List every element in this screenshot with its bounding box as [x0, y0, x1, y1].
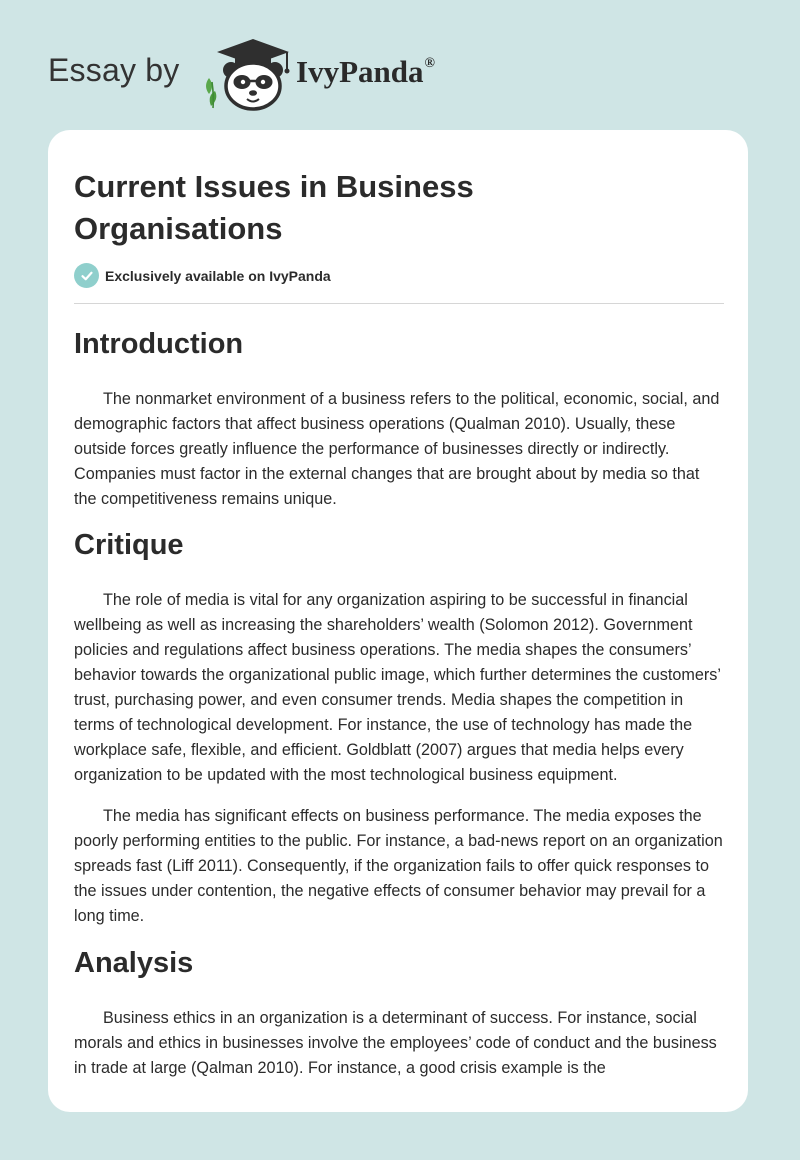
essay-by-label: Essay by — [48, 52, 180, 88]
brand-name[interactable] — [296, 54, 435, 90]
badge-label: Exclusively available on IvyPanda — [105, 267, 331, 284]
divider — [74, 303, 724, 304]
checkmark-icon — [74, 263, 99, 288]
page-title: Current Issues in Business Organisations — [74, 169, 474, 246]
essay-card — [48, 130, 748, 1112]
paragraph: The nonmarket environment of a business refers to the political, economic, social, and demographic factors that affect business operations (Qualman 2010). Usually, these outside forces greatly influence the performance of businesses directly or indirectly. Companies must factor in the external changes that are brought about by media so that the competitiveness remains unique. — [74, 390, 720, 508]
exclusive-badge — [74, 263, 331, 288]
section-heading-analysis: Analysis — [74, 947, 194, 979]
registered-mark: ® — [424, 55, 435, 71]
paragraph: Business ethics in an organization is a determinant of success. For instance, social morals and ethics in businesses involve the employees’ code of conduct and the business in trade at large (Qalman 2010). For instance, a good crisis example is the — [74, 1009, 717, 1077]
paragraph: The media has significant effects on business performance. The media exposes the poorly performing entities to the public. For instance, a bad-news report on an organization spreads fast (Liff 2011). Consequently, if the organization fails to offer quick responses to the issues under contention, the negative effects of consumer behavior may prevail for a long time. — [74, 807, 723, 925]
site-header — [48, 30, 548, 110]
paragraph: The role of media is vital for any organization aspiring to be successful in financial wellbeing as well as increasing the shareholders’ wealth (Solomon 2012). Government policies and regulations affect business operations. The media shapes the consumers’ behavior towards the organizational public image, which further determines the customers’ trust, purchasing power, and even consumer trends. Media shapes the competition in terms of technological development. For instance, the use of technology has made the workplace safe, flexible, and efficient. Goldblatt (2007) argues that media helps every organization to be updated with the most technological business equipment. — [74, 591, 721, 784]
section-heading-critique: Critique — [74, 529, 184, 561]
section-heading-introduction: Introduction — [74, 328, 244, 360]
brand-text: IvyPanda — [296, 54, 424, 89]
essay-body — [74, 322, 724, 1081]
panda-logo-icon[interactable] — [201, 36, 301, 112]
